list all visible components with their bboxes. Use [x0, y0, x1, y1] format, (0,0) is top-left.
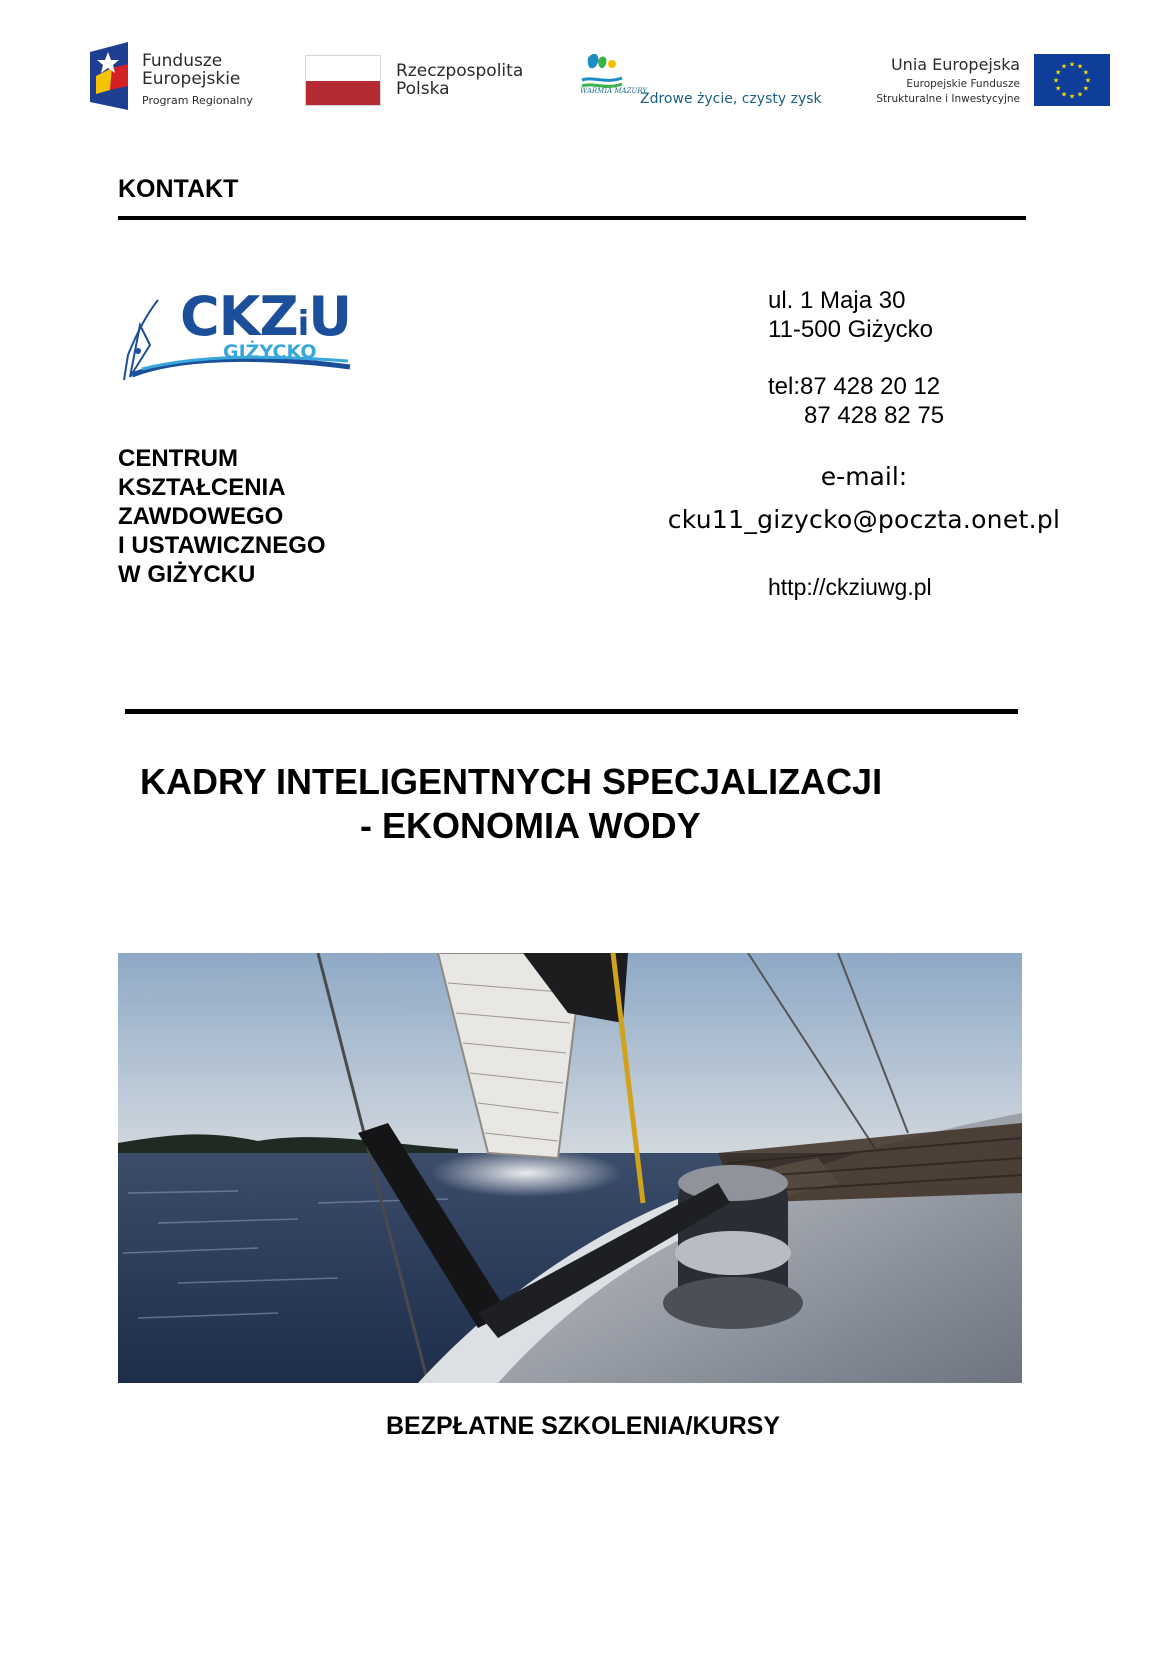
rp-line2: Polska: [396, 79, 450, 99]
eu-flag-icon: [1034, 54, 1110, 106]
eu-star-icon: ★: [1068, 61, 1076, 69]
phone-numbers: [768, 372, 944, 430]
ckziu-city: GIŻYCKO: [223, 341, 317, 363]
kontakt-heading: KONTAKT: [118, 175, 239, 203]
fe-line2: Europejskie: [142, 69, 241, 89]
email-link[interactable]: cku11_gizycko@poczta.onet.pl: [667, 505, 1061, 534]
address: [768, 286, 933, 344]
ue-line3: Strukturalne i Inwestycyjne: [876, 93, 1020, 105]
eu-star-icon: ★: [1082, 85, 1090, 93]
org-line: I USTAWICZNEGO: [118, 532, 326, 559]
street: ul. 1 Maja 30: [768, 287, 906, 314]
ue-subtitle: [860, 77, 1020, 107]
eu-star-icon: ★: [1060, 91, 1068, 99]
poland-flag-icon: [305, 55, 381, 106]
email-label: e-mail:: [820, 462, 908, 491]
ue-line2: Europejskie Fundusze: [906, 78, 1020, 90]
org-line: ZAWDOWEGO: [118, 503, 284, 530]
ckziu-logo: [118, 285, 358, 390]
fe-star-icon: [90, 42, 138, 112]
org-line: KSZTAŁCENIA: [118, 474, 286, 501]
org-line: CENTRUM: [118, 445, 238, 472]
eu-star-icon: ★: [1076, 63, 1084, 71]
eu-star-icon: ★: [1076, 91, 1084, 99]
eu-star-icon: ★: [1068, 93, 1076, 101]
fe-line1: Fundusze: [142, 51, 223, 71]
eu-star-icon: ★: [1082, 69, 1090, 77]
eu-star-icon: ★: [1054, 85, 1062, 93]
warmia-mazury-logo-icon: [578, 50, 626, 106]
sailboat-image: [118, 953, 1022, 1383]
eu-star-icon: ★: [1052, 77, 1060, 85]
org-line: W GIŻYCKU: [118, 561, 256, 588]
divider-middle: [125, 709, 1018, 714]
organization-name: [118, 444, 326, 589]
phone-1: tel:87 428 20 12: [768, 373, 941, 400]
title-line2: - EKONOMIA WODY: [360, 805, 701, 846]
ue-title: Unia Europejska: [890, 55, 1020, 74]
eu-star-icon: ★: [1060, 63, 1068, 71]
fundusze-europejskie-logo: [90, 42, 270, 112]
ckziu-wordmark: CKZiU: [180, 285, 352, 348]
warmia-slogan: Zdrowe życie, czysty zysk: [640, 91, 822, 107]
footer-text: BEZPŁATNE SZKOLENIA/KURSY: [386, 1412, 780, 1440]
fe-line3: Program Regionalny: [142, 94, 253, 107]
phone-2: 87 428 82 75: [804, 402, 945, 429]
title-line1: KADRY INTELIGENTNYCH SPECJALIZACJI: [140, 761, 883, 802]
rp-line1: Rzeczpospolita: [396, 61, 524, 81]
sailboat-photo: [118, 953, 1022, 1383]
website-link[interactable]: http://ckziuwg.pl: [768, 574, 932, 600]
divider-top: [118, 216, 1026, 220]
eu-star-icon: ★: [1054, 69, 1062, 77]
postal-city: 11-500 Giżycko: [768, 316, 933, 343]
rzeczpospolita-text: [396, 62, 523, 98]
warmia-mazury-small-text: WARMIA MAZURY: [580, 87, 648, 95]
eu-star-icon: ★: [1084, 77, 1092, 85]
